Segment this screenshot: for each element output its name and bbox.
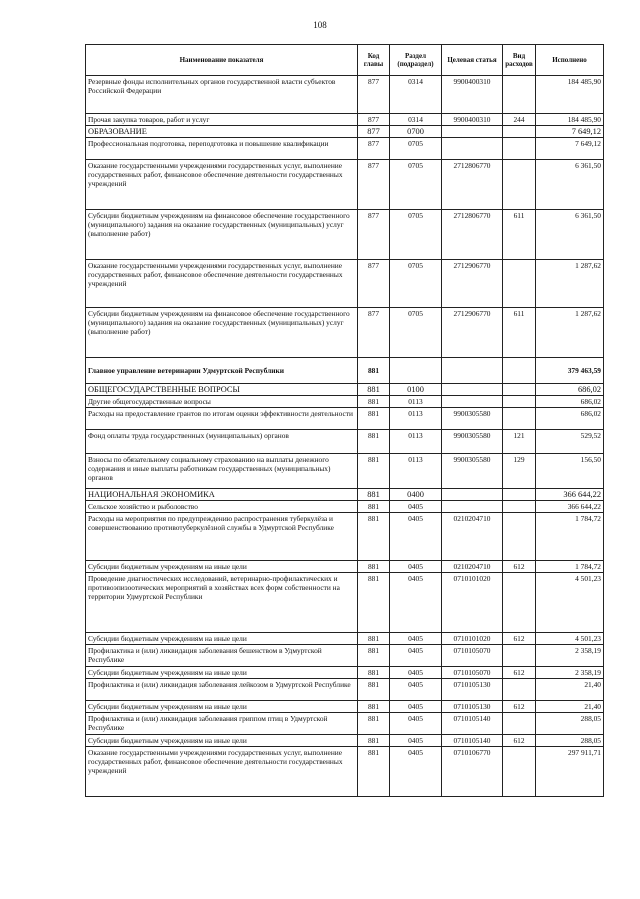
row-type	[503, 501, 536, 513]
page-number: 108	[313, 20, 327, 30]
row-code: 881	[358, 633, 390, 645]
row-code: 881	[358, 667, 390, 679]
row-name: Субсидии бюджетным учреждениям на иные цели	[86, 561, 358, 573]
table-row	[86, 701, 604, 713]
row-target: 0710106770	[442, 747, 503, 797]
row-type: 611	[503, 210, 536, 260]
row-type	[503, 76, 536, 114]
row-section: 0113	[390, 454, 442, 489]
row-code: 881	[358, 701, 390, 713]
row-name: Оказание государственными учреждениями государственных услуг, выполнение государственных работ, финансовое обеспечение деятельности государственных учреждений	[86, 160, 358, 210]
table-row	[86, 454, 604, 489]
row-type	[503, 747, 536, 797]
table-row	[86, 645, 604, 667]
row-code: 881	[358, 713, 390, 735]
row-code: 881	[358, 454, 390, 489]
budget-execution-table	[85, 44, 604, 797]
header-code: Код главы	[358, 45, 390, 76]
row-name: Прочая закупка товаров, работ и услуг	[86, 114, 358, 126]
row-target: 9900400310	[442, 76, 503, 114]
table-row	[86, 679, 604, 701]
row-type: 612	[503, 633, 536, 645]
row-name: Расходы на мероприятия по предупреждению распространения туберкулёза и совершенствованию противотуберкулёзной службы в Удмуртской Республике	[86, 513, 358, 561]
row-amount: 529,52	[536, 430, 604, 454]
table-row	[86, 114, 604, 126]
row-target: 0710101020	[442, 573, 503, 633]
table-row	[86, 633, 604, 645]
row-type	[503, 573, 536, 633]
row-section: 0113	[390, 396, 442, 408]
table-row	[86, 489, 604, 501]
row-code: 877	[358, 138, 390, 160]
row-section: 0100	[390, 384, 442, 396]
row-amount: 686,02	[536, 384, 604, 396]
row-code: 881	[358, 396, 390, 408]
row-target	[442, 489, 503, 501]
row-target: 9900400310	[442, 114, 503, 126]
row-target: 9900305580	[442, 454, 503, 489]
row-type	[503, 160, 536, 210]
row-code: 881	[358, 747, 390, 797]
row-section: 0405	[390, 513, 442, 561]
row-type	[503, 396, 536, 408]
row-amount: 2 358,19	[536, 667, 604, 679]
row-amount: 7 649,12	[536, 126, 604, 138]
row-target: 0210204710	[442, 561, 503, 573]
row-section: 0314	[390, 114, 442, 126]
row-code: 877	[358, 308, 390, 358]
row-name: Субсидии бюджетным учреждениям на иные цели	[86, 667, 358, 679]
row-section: 0705	[390, 160, 442, 210]
row-code: 881	[358, 513, 390, 561]
row-name: Фонд оплаты труда государственных (муниципальных) органов	[86, 430, 358, 454]
row-amount: 184 485,90	[536, 76, 604, 114]
row-code: 881	[358, 501, 390, 513]
row-code: 881	[358, 735, 390, 747]
row-type: 611	[503, 308, 536, 358]
row-section: 0705	[390, 308, 442, 358]
row-code: 881	[358, 408, 390, 430]
row-target: 2712806770	[442, 160, 503, 210]
row-section: 0705	[390, 210, 442, 260]
row-name: Субсидии бюджетным учреждениям на иные цели	[86, 735, 358, 747]
row-amount: 21,40	[536, 701, 604, 713]
row-target	[442, 384, 503, 396]
row-code: 881	[358, 489, 390, 501]
table-row	[86, 430, 604, 454]
table-row	[86, 358, 604, 384]
row-section: 0314	[390, 76, 442, 114]
row-amount: 7 649,12	[536, 138, 604, 160]
row-section: 0700	[390, 126, 442, 138]
row-section: 0405	[390, 633, 442, 645]
row-name: Расходы на предоставление грантов по итогам оценки эффективности деятельности	[86, 408, 358, 430]
header-target: Целевая статья	[442, 45, 503, 76]
row-target: 0710105140	[442, 735, 503, 747]
table-row	[86, 384, 604, 396]
table-row	[86, 160, 604, 210]
table-row	[86, 501, 604, 513]
row-name: Профилактика и (или) ликвидация заболевания лейкозом в Удмуртской Республике	[86, 679, 358, 701]
row-target: 2712806770	[442, 210, 503, 260]
header-name: Наименование показателя	[86, 45, 358, 76]
row-type	[503, 713, 536, 735]
header-amount: Исполнено	[536, 45, 604, 76]
row-name: Субсидии бюджетным учреждениям на иные цели	[86, 633, 358, 645]
row-amount: 1 287,62	[536, 308, 604, 358]
table-row	[86, 561, 604, 573]
row-section: 0405	[390, 747, 442, 797]
row-type	[503, 260, 536, 308]
table-row	[86, 308, 604, 358]
row-type	[503, 679, 536, 701]
row-amount: 4 501,23	[536, 573, 604, 633]
row-code: 881	[358, 358, 390, 384]
row-section: 0405	[390, 573, 442, 633]
row-code: 881	[358, 430, 390, 454]
row-code: 877	[358, 114, 390, 126]
row-name: Субсидии бюджетным учреждениям на финансовое обеспечение государственного (муниципального) задания на оказание государственных (муниципальных) услуг (выполнение работ)	[86, 308, 358, 358]
row-amount: 6 361,50	[536, 210, 604, 260]
row-amount: 288,05	[536, 713, 604, 735]
row-amount: 379 463,59	[536, 358, 604, 384]
row-type	[503, 358, 536, 384]
row-name: Субсидии бюджетным учреждениям на финансовое обеспечение государственного (муниципального) задания на оказание государственных (муниципальных) услуг (выполнение работ)	[86, 210, 358, 260]
row-name: Субсидии бюджетным учреждениям на иные цели	[86, 701, 358, 713]
row-section: 0405	[390, 701, 442, 713]
row-section: 0405	[390, 561, 442, 573]
table-row	[86, 573, 604, 633]
table-row	[86, 138, 604, 160]
row-code: 877	[358, 210, 390, 260]
row-name: Оказание государственными учреждениями государственных услуг, выполнение государственных работ, финансовое обеспечение деятельности государственных учреждений	[86, 747, 358, 797]
row-target: 9900305580	[442, 408, 503, 430]
row-type	[503, 384, 536, 396]
row-amount: 297 911,71	[536, 747, 604, 797]
table-row	[86, 408, 604, 430]
row-amount: 2 358,19	[536, 645, 604, 667]
row-target: 0710105130	[442, 679, 503, 701]
table-header-row	[86, 45, 604, 76]
table-row	[86, 513, 604, 561]
row-target	[442, 358, 503, 384]
row-target: 0210204710	[442, 513, 503, 561]
row-code: 877	[358, 160, 390, 210]
row-target	[442, 138, 503, 160]
row-type: 612	[503, 701, 536, 713]
table-row	[86, 76, 604, 114]
row-amount: 156,50	[536, 454, 604, 489]
row-code: 877	[358, 126, 390, 138]
row-type: 129	[503, 454, 536, 489]
row-amount: 686,02	[536, 396, 604, 408]
row-target: 9900305580	[442, 430, 503, 454]
row-name: Профилактика и (или) ликвидация заболевания бешенством в Удмуртской Республике	[86, 645, 358, 667]
row-name: НАЦИОНАЛЬНАЯ ЭКОНОМИКА	[86, 489, 358, 501]
row-name: Профилактика и (или) ликвидация заболевания гриппом птиц в Удмуртской Республике	[86, 713, 358, 735]
row-amount: 184 485,90	[536, 114, 604, 126]
row-type: 244	[503, 114, 536, 126]
row-type	[503, 645, 536, 667]
row-name: Профессиональная подготовка, переподготовка и повышение квалификации	[86, 138, 358, 160]
row-type	[503, 408, 536, 430]
header-type: Вид расходов	[503, 45, 536, 76]
row-section: 0405	[390, 667, 442, 679]
row-target: 0710101020	[442, 633, 503, 645]
row-name: Другие общегосударственные вопросы	[86, 396, 358, 408]
row-target: 0710105070	[442, 667, 503, 679]
row-section: 0405	[390, 501, 442, 513]
row-target	[442, 126, 503, 138]
row-amount: 6 361,50	[536, 160, 604, 210]
row-type: 612	[503, 735, 536, 747]
row-amount: 366 644,22	[536, 489, 604, 501]
row-name: ОБРАЗОВАНИЕ	[86, 126, 358, 138]
row-type: 612	[503, 561, 536, 573]
row-target: 0710105070	[442, 645, 503, 667]
row-type: 121	[503, 430, 536, 454]
row-code: 881	[358, 679, 390, 701]
row-amount: 686,02	[536, 408, 604, 430]
row-code: 881	[358, 645, 390, 667]
header-section: Раздел (подраздел)	[390, 45, 442, 76]
row-target: 0710105140	[442, 713, 503, 735]
row-target	[442, 501, 503, 513]
row-name: ОБЩЕГОСУДАРСТВЕННЫЕ ВОПРОСЫ	[86, 384, 358, 396]
row-target: 0710105130	[442, 701, 503, 713]
row-type	[503, 126, 536, 138]
table-row	[86, 667, 604, 679]
row-code: 881	[358, 573, 390, 633]
row-code: 881	[358, 384, 390, 396]
row-section: 0113	[390, 430, 442, 454]
row-target: 2712906770	[442, 260, 503, 308]
table-body	[86, 76, 604, 797]
row-amount: 1 784,72	[536, 513, 604, 561]
row-section: 0405	[390, 713, 442, 735]
row-target	[442, 396, 503, 408]
row-code: 877	[358, 260, 390, 308]
row-name: Проведение диагностических исследований, ветеринарно-профилактических и противоэпизоотических мероприятий в хозяйствах всех форм собственности на территории Удмуртской Республики	[86, 573, 358, 633]
table-row	[86, 126, 604, 138]
row-amount: 1 784,72	[536, 561, 604, 573]
table-row	[86, 713, 604, 735]
row-type	[503, 513, 536, 561]
row-amount: 288,05	[536, 735, 604, 747]
row-code: 877	[358, 76, 390, 114]
row-section: 0405	[390, 679, 442, 701]
row-type	[503, 138, 536, 160]
row-type	[503, 489, 536, 501]
table-row	[86, 396, 604, 408]
row-code: 881	[358, 561, 390, 573]
table-row	[86, 735, 604, 747]
row-section	[390, 358, 442, 384]
row-name: Главное управление ветеринарии Удмуртской Республики	[86, 358, 358, 384]
row-name: Резервные фонды исполнительных органов государственной власти субъектов Российской Федерации	[86, 76, 358, 114]
row-amount: 4 501,23	[536, 633, 604, 645]
table-row	[86, 260, 604, 308]
row-name: Оказание государственными учреждениями государственных услуг, выполнение государственных работ, финансовое обеспечение деятельности государственных учреждений	[86, 260, 358, 308]
row-section: 0705	[390, 260, 442, 308]
row-section: 0405	[390, 735, 442, 747]
row-section: 0405	[390, 645, 442, 667]
row-section: 0400	[390, 489, 442, 501]
row-amount: 21,40	[536, 679, 604, 701]
row-section: 0113	[390, 408, 442, 430]
row-name: Сельское хозяйство и рыболовство	[86, 501, 358, 513]
table-row	[86, 747, 604, 797]
row-target: 2712906770	[442, 308, 503, 358]
row-type: 612	[503, 667, 536, 679]
row-section: 0705	[390, 138, 442, 160]
row-amount: 1 287,62	[536, 260, 604, 308]
row-name: Взносы по обязательному социальному страхованию на выплаты денежного содержания и иные выплаты работникам государственных (муниципальных) органов	[86, 454, 358, 489]
row-amount: 366 644,22	[536, 501, 604, 513]
table-row	[86, 210, 604, 260]
